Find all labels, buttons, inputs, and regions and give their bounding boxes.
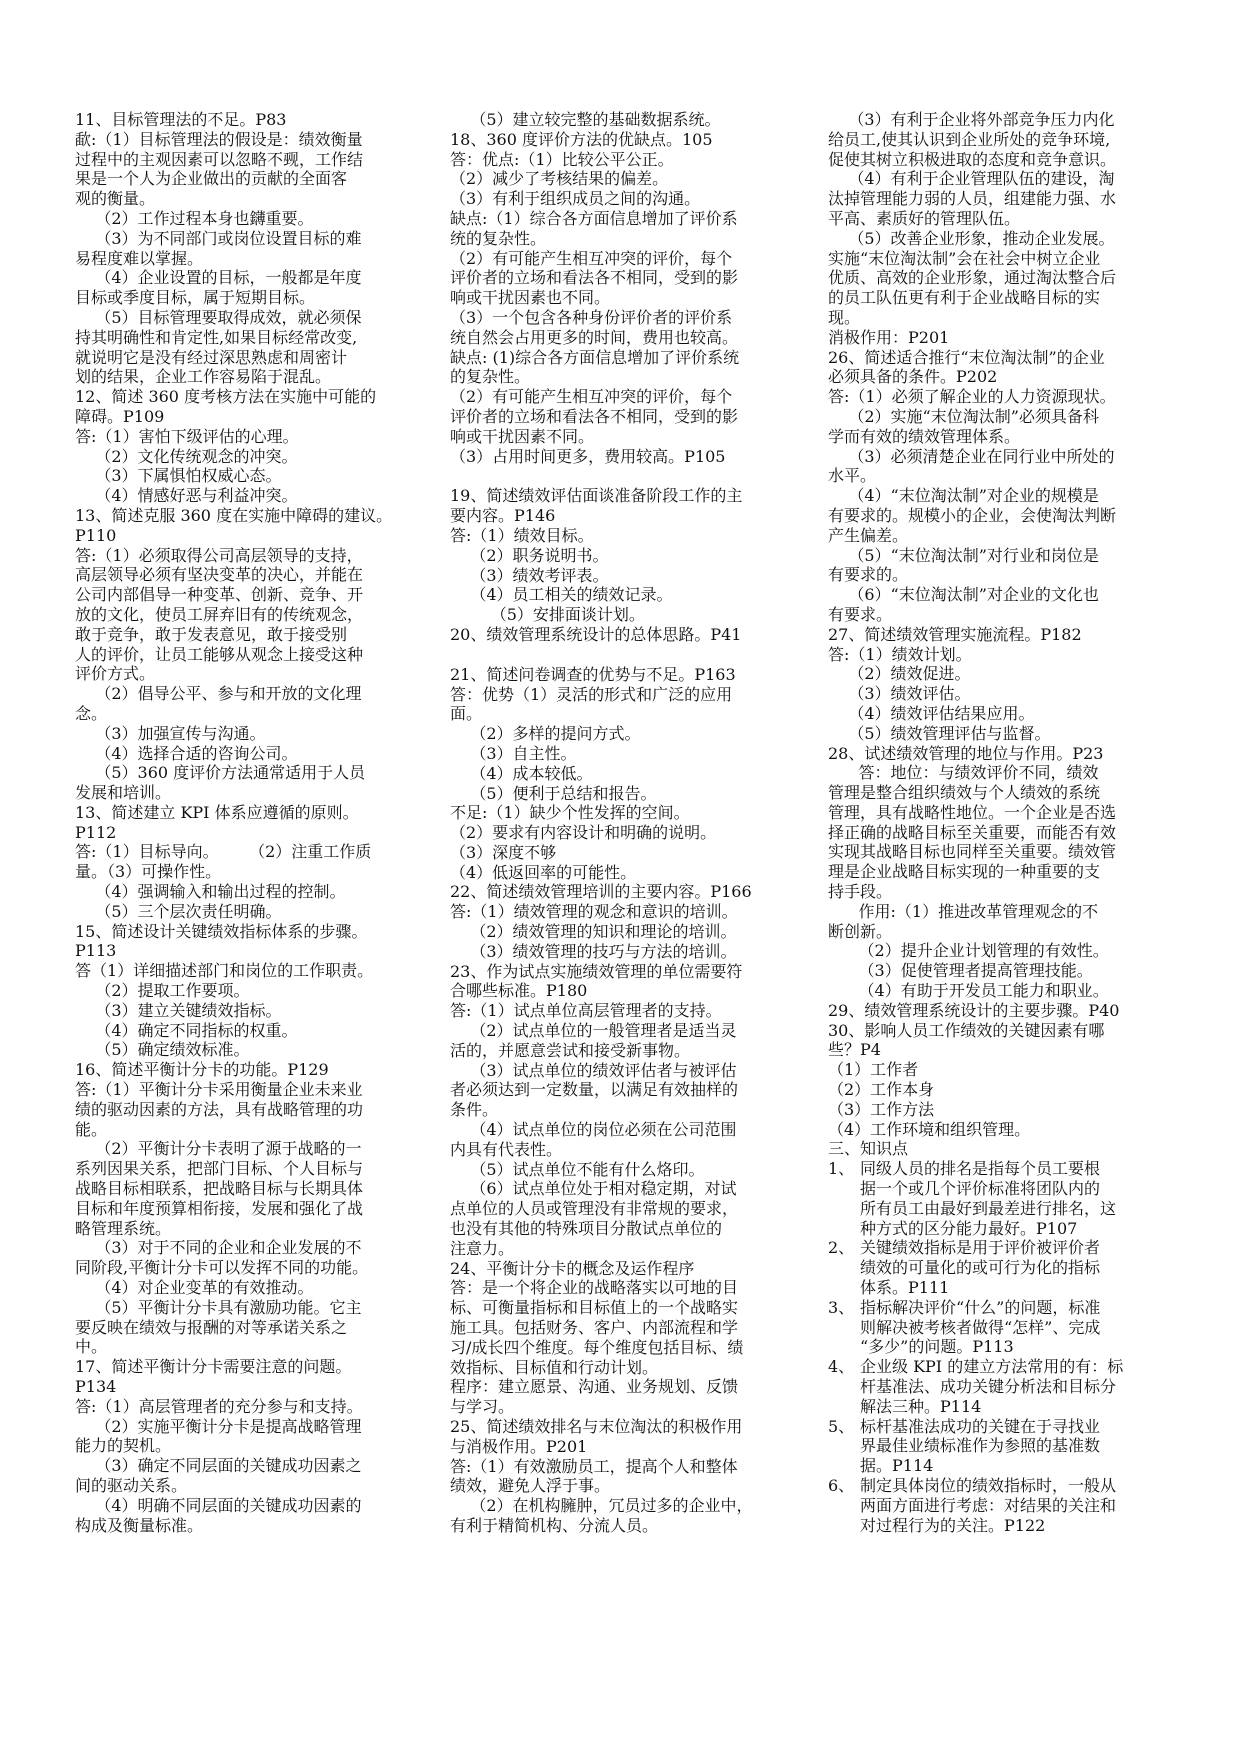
text-line: 29、绩效管理系统设计的主要步骤。P40: [828, 1000, 1120, 1020]
text-line: 28、试述绩效管理的地位与作用。P23: [828, 743, 1104, 763]
text-line: 有要求的。: [828, 565, 909, 585]
text-line: 26、简述适合推行“末位淘汰制”的企业: [828, 347, 1105, 367]
text-line: 敢于竞争，敢于发表意见，敢于接受别: [75, 624, 348, 644]
text-line: 标杆基准法成功的关键在于寻找业: [860, 1416, 1101, 1436]
text-line: 水平。: [828, 466, 877, 486]
item-number: 6、: [828, 1475, 855, 1495]
text-line: 答:（1）平衡计分卡采用衡量企业未来业: [75, 1080, 363, 1100]
text-line: （4）低返回率的可能性。: [450, 862, 637, 882]
text-line: 16、简述平衡计分卡的功能。P129: [75, 1060, 329, 1080]
text-line: （3）下属惧怕权威心态。: [75, 466, 282, 486]
text-line: 25、简述绩效排名与末位淘汰的积极作用: [450, 1417, 743, 1436]
text-line: （3）为不同部门或岗位设置目标的难: [75, 228, 362, 248]
text-line: 有要求的。规模小的企业，会使淘汰判断: [828, 505, 1117, 525]
text-line: （4）成本较低。: [450, 763, 593, 783]
item-text: [860, 1357, 1160, 1416]
text-line: 中。: [75, 1337, 108, 1357]
text-line: 评价方式。: [75, 664, 156, 684]
text-line: （6）“末位淘汰制”对企业的文化也: [828, 585, 1099, 605]
text-line: 的员工队伍更有利于企业战略目标的实: [828, 288, 1101, 308]
item-text: [860, 1476, 1160, 1535]
knowledge-point-item: [828, 1417, 1173, 1476]
text-line: 消极作用：P201: [828, 327, 950, 347]
text-line: 答:（1）必须了解企业的人力资源现状。: [828, 387, 1116, 407]
text-line: 易程度难以掌握。: [75, 248, 204, 268]
block-q25-q30: [828, 110, 1173, 1159]
text-line: 有要求。: [828, 604, 893, 624]
text-line: 23、作为试点实施绩效管理的单位需要符: [450, 961, 743, 981]
text-line: 13、简述建立 KPI 体系应遵循的原则。: [75, 802, 359, 822]
column-left: [75, 110, 415, 1535]
text-line: （5）改善企业形象，推动企业发展。: [828, 228, 1115, 248]
text-line: 答:（1）绩效计划。: [828, 644, 972, 664]
text-line: （2）绩效促进。: [828, 664, 971, 684]
text-line: （4）试点单位的岗位必须在公司范围: [450, 1120, 737, 1140]
text-line: 要反映在绩效与报酬的对等承诺关系之: [75, 1317, 348, 1337]
text-line: 面。: [450, 704, 483, 724]
text-line: 管理，具有战略性地位。一个企业是否选: [828, 802, 1117, 822]
text-line: 答:（1）目标导向。 （2）注重工作质: [75, 842, 372, 862]
text-line: （4）确定不同指标的权重。: [75, 1020, 298, 1040]
text-line: 量。（3）可操作性。: [75, 862, 222, 882]
text-line: 评价者的立场和看法各不相同，受到的影: [450, 406, 739, 426]
text-line: 者必须达到一定数量，以满足有效抽样的: [450, 1080, 739, 1100]
text-line: 汰掉管理能力弱的人员，组建能力强、水: [828, 189, 1117, 209]
text-line: 作用:（1）推进改革管理观念的不: [828, 901, 1099, 921]
text-line: 界最佳业绩标准作为参照的基准数: [860, 1436, 1101, 1456]
item-number: 5、: [828, 1416, 855, 1436]
text-line: 习/成长四个维度。每个维度包括目标、绩: [450, 1337, 744, 1357]
text-line: 观的衡量。: [75, 189, 156, 209]
text-line: 响或干扰因素也不同。: [450, 288, 611, 308]
text-line: 评价者的立场和看法各不相同，受到的影: [450, 268, 739, 288]
text-line: （5）试点单位不能有什么烙印。: [450, 1159, 705, 1179]
text-line: 12、简述 360 度考核方法在实施中可能的: [75, 387, 377, 407]
text-line: 答：是一个将企业的战略落实以可地的目: [450, 1278, 739, 1298]
text-line: （4）有利于企业管理队伍的建设，淘: [828, 169, 1115, 189]
text-line: （3）绩效评估。: [828, 684, 971, 704]
text-line: 统自然会占用更多的时间，费用也较高。: [450, 327, 739, 347]
text-line: 缺点:（1）综合各方面信息增加了评价系: [450, 208, 738, 228]
text-line: 17、简述平衡计分卡需要注意的问题。: [75, 1357, 352, 1377]
text-line: （2）多样的提问方式。: [450, 724, 641, 744]
text-line: （4）选择合适的咨询公司。: [75, 743, 298, 763]
text-line: 则解决被考核者做得“怎样”、完成: [860, 1317, 1101, 1337]
text-line: 效指标、目标值和行动计划。: [450, 1357, 659, 1377]
text-line: （5）目标管理要取得成效，就必须保: [75, 307, 362, 327]
text-line: 过程中的主观因素可以忽略不觋，工作结: [75, 149, 364, 169]
text-line: 据一个或几个评价标准将团队内的: [860, 1179, 1101, 1199]
text-line: 绩效的可量化的或可行为化的指标: [860, 1258, 1101, 1278]
text-line: 些？P4: [828, 1040, 881, 1060]
text-line: 的复杂性。: [450, 367, 531, 387]
text-line: （4）有助于开发员工能力和职业。: [828, 981, 1109, 1001]
text-line: （2）工作本身: [828, 1080, 935, 1100]
text-line: 构成及衡量标准。: [75, 1515, 204, 1535]
text-line: （2）工作过程本身也鑮重要。: [75, 208, 314, 228]
text-line: 现。: [828, 307, 861, 327]
text-line: （4）明确不同层面的关键成功因素的: [75, 1495, 362, 1515]
spacer: [450, 645, 795, 665]
text-line: 要内容。P146: [450, 506, 556, 526]
text-line: （3）一个包含各种身份评价者的评价系: [450, 307, 733, 327]
text-line: 学而有效的绩效管理体系。: [828, 426, 1021, 446]
text-line: 施工具。包括财务、客户、内部流程和学: [450, 1318, 739, 1338]
text-line: 就说明它是没有经过深思熟虑和周密计: [75, 347, 348, 367]
text-line: （6）试点单位处于相对稳定期，对试: [450, 1179, 737, 1199]
text-line: 划的结果，企业工作容易陷于混乱。: [75, 367, 332, 387]
text-line: 22、简述绩效管理培训的主要内容。P166: [450, 882, 752, 902]
text-line: （2）实施平衡计分卡是提高战略管理: [75, 1416, 362, 1436]
text-line: （3）工作方法: [828, 1099, 935, 1119]
text-line: 企业级 KPI 的建立方法常用的有：标: [860, 1357, 1124, 1377]
text-line: 略管理系统。: [75, 1218, 172, 1238]
block-q18: [450, 110, 795, 466]
column-middle: [450, 110, 795, 1536]
text-line: （4）企业设置的目标，一般都是年度: [75, 268, 362, 288]
text-line: 制定具体岗位的绩效指标时，一般从: [860, 1475, 1117, 1495]
text-line: 答：地位：与绩效评价不同，绩效: [828, 763, 1099, 783]
text-line: 11、目标管理法的不足。P83: [75, 110, 287, 129]
text-line: P134: [75, 1377, 117, 1396]
text-line: 合哪些标准。P180: [450, 981, 588, 1001]
item-text: [860, 1159, 1160, 1238]
text-line: P112: [75, 822, 117, 842]
text-line: 间的驱动关系。: [75, 1475, 188, 1495]
text-line: 18、360 度评价方法的优缺点。105: [450, 129, 713, 149]
text-line: （3）绩效考评表。: [450, 565, 609, 585]
text-line: 产生偏差。: [828, 525, 909, 545]
text-line: 据。P114: [860, 1456, 934, 1476]
text-line: （4）对企业变革的有效推动。: [75, 1278, 314, 1298]
text-line: P113: [75, 941, 117, 961]
text-line: 关键绩效指标是用于评价被评价者: [860, 1238, 1101, 1258]
text-line: （4）“末位淘汰制”对企业的规模是: [828, 486, 1099, 506]
text-line: （5）“末位淘汰制”对行业和岗位是: [828, 545, 1099, 565]
text-line: 21、简述问卷调查的优势与不足。P163: [450, 664, 736, 684]
text-line: （4）绩效评估结果应用。: [828, 703, 1035, 723]
text-line: 实施“末位淘汰制”会在社会中树立企业: [828, 248, 1101, 268]
text-line: 标、可衡量指标和目标值上的一个战略实: [450, 1298, 739, 1318]
text-line: （2）绩效管理的知识和理论的培训。: [450, 922, 737, 942]
text-line: （2）平衡计分卡表明了源于战略的一: [75, 1139, 362, 1159]
text-line: 能。: [75, 1119, 108, 1139]
text-line: （3）促使管理者提高管理技能。: [828, 961, 1093, 981]
text-line: 实现其战略目标也同样至关重要。绩效管: [828, 842, 1117, 862]
text-line: P110: [75, 525, 117, 545]
text-line: （2）要求有内容设计和明确的说明。: [450, 823, 717, 843]
item-text: [860, 1417, 1160, 1476]
text-line: 答:（1）害怕下级评估的心理。: [75, 426, 299, 446]
text-line: 条件。: [450, 1100, 499, 1120]
text-line: 发展和培训。: [75, 783, 172, 803]
text-line: 内具有代表性。: [450, 1139, 563, 1159]
text-line: 公司内部倡导一种变革、创新、竞争、开: [75, 585, 364, 605]
text-line: （3）有利于组织成员之间的沟通。: [450, 189, 701, 209]
text-line: 响或干扰因素不同。: [450, 426, 595, 446]
text-line: 15、简述设计关键绩效指标体系的步骤。: [75, 921, 368, 941]
text-line: （3）深度不够: [450, 842, 557, 862]
text-line: 持其明确性和肯定性,如果目标经常改变,: [75, 327, 358, 347]
text-line: 理是企业战略目标实现的一种重要的支: [828, 862, 1101, 882]
text-line: （2）文化传统观念的冲突。: [75, 446, 298, 466]
text-line: （3）绩效管理的技巧与方法的培训。: [450, 941, 737, 961]
text-line: （3）试点单位的绩效评估者与被评估: [450, 1060, 737, 1080]
text-line: 歃:（1）目标管理法的假设是：绩效衡量: [75, 129, 363, 149]
item-number: 2、: [828, 1238, 855, 1258]
text-line: 24、平衡计分卡的概念及运作程序: [450, 1258, 695, 1278]
text-line: （4）工作环境和组织管理。: [828, 1119, 1031, 1139]
text-line: 三、知识点: [828, 1139, 909, 1159]
text-line: 答：优点:（1）比较公平公正。: [450, 149, 674, 169]
item-number: 1、: [828, 1159, 855, 1179]
text-line: 答（1）详细描述部门和岗位的工作职责。: [75, 961, 374, 981]
text-line: 答:（1）试点单位高层管理者的支持。: [450, 1001, 722, 1021]
text-line: （4）强调输入和输出过程的控制。: [75, 882, 346, 902]
text-line: （2）提取工作要项。: [75, 981, 250, 1001]
block-q21-q25: [450, 665, 795, 1536]
text-line: （2）有可能产生相互冲突的评价，每个: [450, 248, 733, 268]
item-text: [860, 1238, 1160, 1297]
text-line: （3）建立关键绩效指标。: [75, 1000, 282, 1020]
text-line: 系列因果关系，把部门目标、个人目标与: [75, 1159, 364, 1179]
text-line: （5）绩效管理评估与监督。: [828, 723, 1051, 743]
text-line: 统的复杂性。: [450, 228, 547, 248]
text-line: （5）确定绩效标准。: [75, 1040, 250, 1060]
knowledge-point-item: [828, 1238, 1173, 1297]
text-line: “多少”的问题。P113: [860, 1337, 1014, 1357]
text-line: （2）倡导公平、参与和开放的文化理: [75, 684, 362, 704]
knowledge-points-list: [828, 1159, 1173, 1535]
text-line: 答:（1）有效激励员工，提高个人和整体: [450, 1456, 738, 1476]
knowledge-point-item: [828, 1357, 1173, 1416]
text-line: 对过程行为的关注。P122: [860, 1515, 1046, 1535]
text-line: 答:（1）必须取得公司高层领导的支持，: [75, 545, 363, 565]
text-line: 注意力。: [450, 1238, 515, 1258]
text-line: （2）提升企业计划管理的有效性。: [828, 941, 1109, 961]
text-line: 断创新。: [828, 921, 893, 941]
column-right: [828, 110, 1173, 1535]
text-line: 平高、素质好的管理队伍。: [828, 208, 1021, 228]
text-line: 也没有其他的特殊项目分散试点单位的: [450, 1219, 723, 1239]
text-line: （3）对于不同的企业和企业发展的不: [75, 1238, 362, 1258]
text-line: 答：优势（1）灵活的形式和广泛的应用: [450, 684, 733, 704]
text-line: （5）平衡计分卡具有激励功能。它主: [75, 1297, 362, 1317]
text-line: （5）三个层次责任明确。: [75, 901, 282, 921]
text-line: 活的，并愿意尝试和接受新事物。: [450, 1040, 691, 1060]
text-line: 同阶段,平衡计分卡可以发挥不同的功能。: [75, 1258, 369, 1278]
text-line: 人的评价，让员工能够从观念上接受这种: [75, 644, 364, 664]
text-line: 19、简述绩效评估面谈准备阶段工作的主: [450, 486, 743, 506]
knowledge-point-item: [828, 1298, 1173, 1357]
text-line: 促使其树立积极进取的态度和竞争意识。: [828, 149, 1117, 169]
text-line: （1）工作者: [828, 1060, 919, 1080]
text-line: 必须具备的条件。P202: [828, 367, 998, 387]
text-line: （5）360 度评价方法通常适用于人员: [75, 763, 366, 783]
text-line: 20、绩效管理系统设计的总体思路。P41: [450, 624, 742, 644]
text-line: 杆基准法、成功关键分析法和目标分: [860, 1377, 1117, 1396]
text-line: 给员工,使其认识到企业所处的竞争环境,: [828, 129, 1111, 149]
text-line: 种方式的区分能力最好。P107: [860, 1218, 1078, 1238]
text-line: 与学习。: [450, 1397, 515, 1417]
text-line: （5）便利于总结和报告。: [450, 783, 657, 803]
text-line: 优质、高效的企业形象，通过淘汰整合后: [828, 268, 1117, 288]
text-line: 管理是整合组织绩效与个人绩效的系统: [828, 783, 1101, 803]
text-line: 果是一个人为企业做出的贡献的全面客: [75, 169, 348, 189]
text-line: （3）确定不同层面的关键成功因素之: [75, 1456, 362, 1476]
text-line: 两面方面进行考虑：对结果的关注和: [860, 1495, 1117, 1515]
text-line: （3）占用时间更多，费用较高。P105: [450, 446, 726, 466]
text-line: （2）有可能产生相互冲突的评价，每个: [450, 387, 733, 407]
text-line: 高层领导必须有坚决变革的决心，并能在: [75, 565, 364, 585]
text-line: 答:（1）绩效目标。: [450, 525, 594, 545]
text-line: 与消极作用。P201: [450, 1436, 588, 1456]
text-line: 目标和年度预算相衔接，发展和强化了战: [75, 1198, 364, 1218]
text-line: （3）加强宣传与沟通。: [75, 723, 266, 743]
knowledge-point-item: [828, 1159, 1173, 1238]
text-line: 答:（1）高层管理者的充分参与和支持。: [75, 1396, 363, 1416]
text-line: 指标解决评价“什么”的问题，标准: [860, 1297, 1101, 1317]
text-line: 念。: [75, 703, 108, 723]
text-line: 点单位的人员或管理没有非常规的要求，: [450, 1199, 739, 1219]
text-line: 不足:（1）缺少个性发挥的空间。: [450, 803, 690, 823]
text-line: （4）员工相关的绩效记录。: [450, 585, 673, 605]
text-line: 放的文化，使员工屏弃旧有的传统观念，: [75, 604, 364, 624]
text-line: （2）试点单位的一般管理者是适当灵: [450, 1021, 737, 1041]
text-line: （2）实施“末位淘汰制”必须具备科: [828, 406, 1099, 426]
text-line: 有利于精简机构、分流人员。: [450, 1515, 659, 1535]
text-line: 同级人员的排名是指每个员工要根: [860, 1159, 1101, 1179]
spacer: [450, 466, 795, 486]
text-line: （2）在机构臃肿，冗员过多的企业中，: [450, 1496, 753, 1516]
text-line: 13、简述克服 360 度在实施中障碍的建议。: [75, 505, 393, 525]
text-line: （4）情感好恶与利益冲突。: [75, 486, 298, 506]
text-line: 绩效，避免人浮于事。: [450, 1476, 611, 1496]
text-line: 体系。P111: [860, 1278, 950, 1298]
text-line: 解法三种。P114: [860, 1396, 982, 1416]
text-line: 绩的驱动因素的方法，具有战略管理的功: [75, 1099, 364, 1119]
knowledge-point-item: [828, 1476, 1173, 1535]
text-line: （3）有利于企业将外部竞争压力内化: [828, 110, 1115, 129]
text-line: 持手段。: [828, 882, 893, 902]
text-line: （5）安排面谈计划。: [450, 605, 645, 625]
text-line: （2）职务说明书。: [450, 545, 609, 565]
text-line: 缺点: (1)综合各方面信息增加了评价系统: [450, 347, 740, 367]
block-q19-q20: [450, 486, 795, 644]
text-line: （3）自主性。: [450, 743, 577, 763]
text-line: 战略目标相联系，把战略目标与长期具体: [75, 1179, 364, 1199]
item-text: [860, 1298, 1160, 1357]
text-line: 27、简述绩效管理实施流程。P182: [828, 624, 1082, 644]
text-line: （5）建立较完整的基础数据系统。: [450, 110, 721, 129]
text-line: 30、影响人员工作绩效的关键因素有哪: [828, 1020, 1105, 1040]
text-line: 答:（1）绩效管理的观念和意识的培训。: [450, 902, 738, 922]
text-line: 择正确的战略目标至关重要，而能否有效: [828, 822, 1117, 842]
item-number: 3、: [828, 1297, 855, 1317]
text-line: 目标或季度目标，属于短期目标。: [75, 288, 316, 308]
text-line: 所有员工由最好到最差进行排名，这: [860, 1198, 1117, 1218]
text-line: （2）减少了考核结果的偏差。: [450, 169, 669, 189]
text-line: 障碍。P109: [75, 406, 165, 426]
text-line: 程序：建立愿景、沟通、业务规划、反馈: [450, 1377, 739, 1397]
text-line: （3）必须清楚企业在同行业中所处的: [828, 446, 1115, 466]
text-line: 能力的契机。: [75, 1436, 172, 1456]
item-number: 4、: [828, 1357, 855, 1377]
